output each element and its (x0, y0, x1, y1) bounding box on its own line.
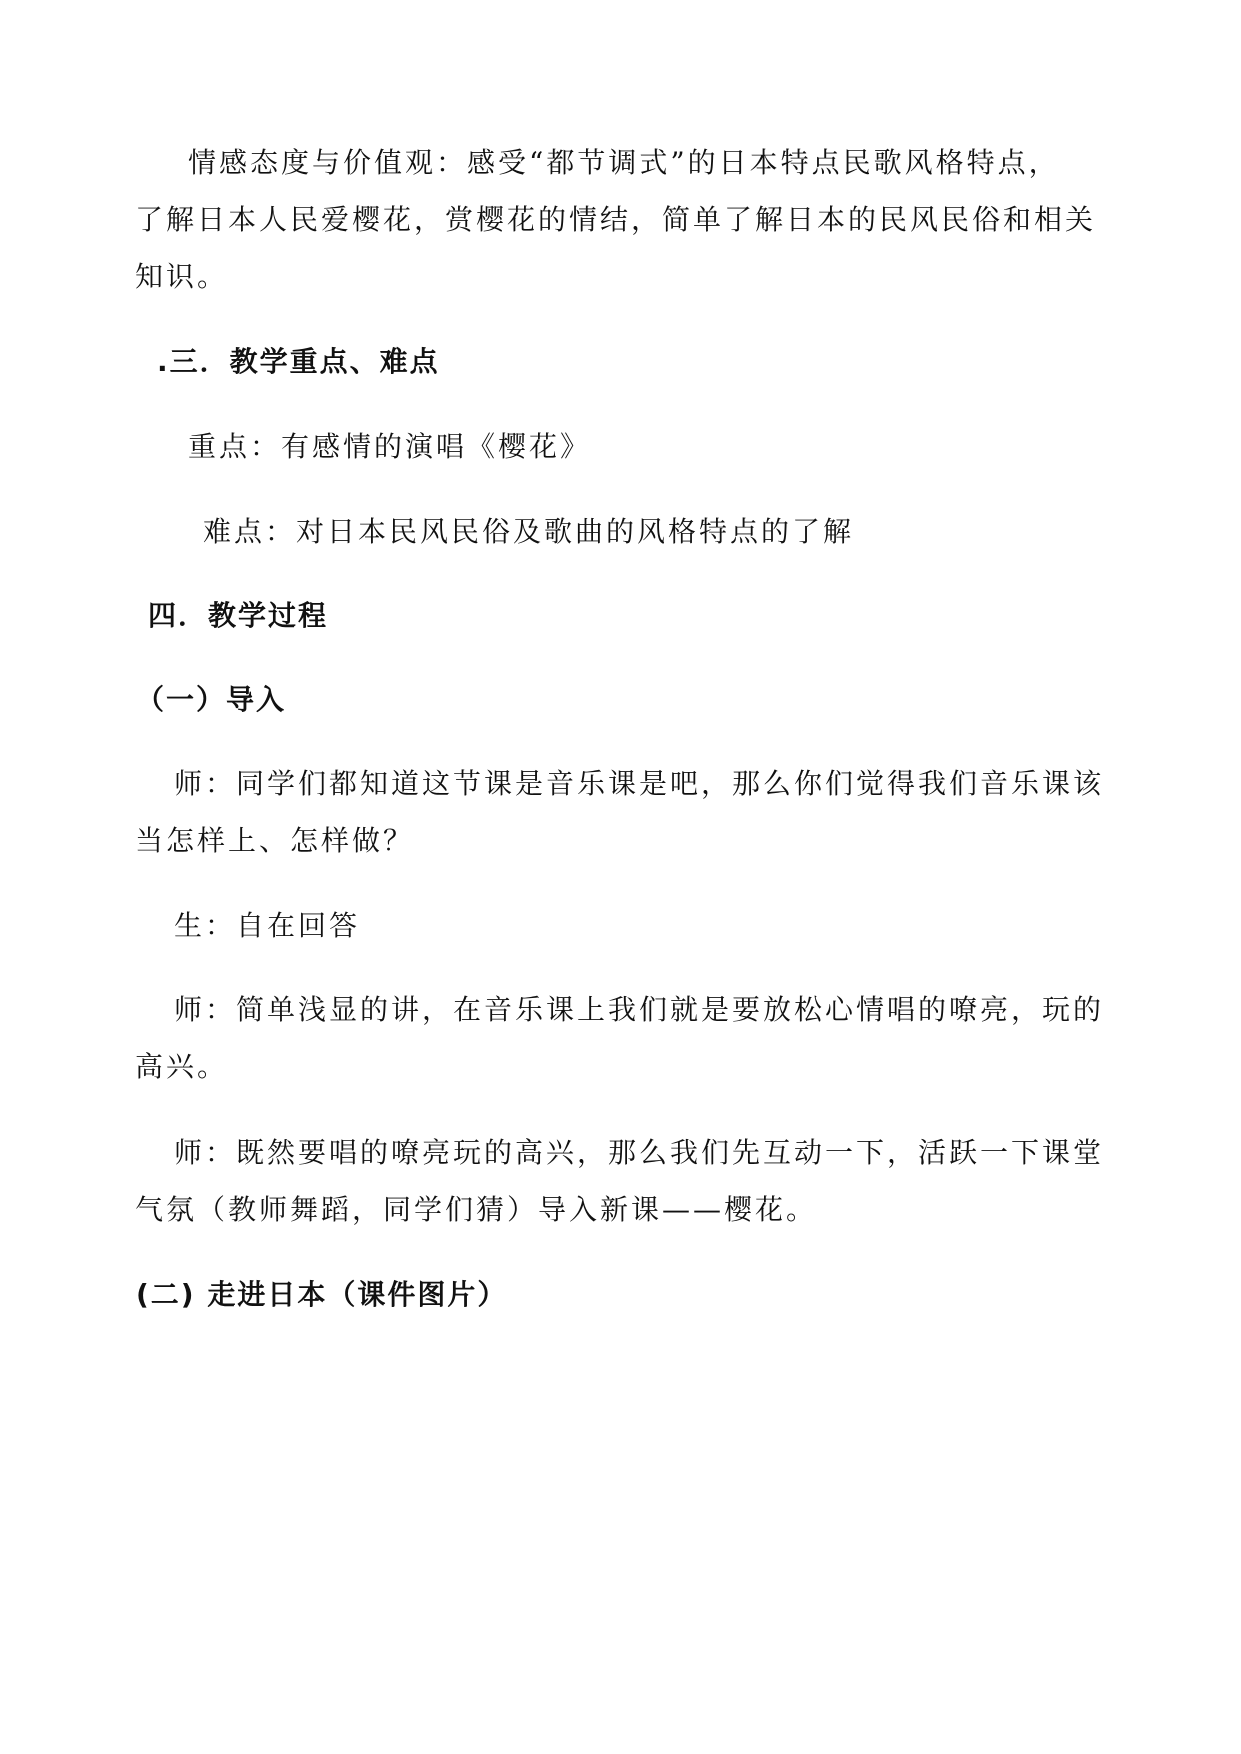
section-3-heading: .三．教学重点、难点 (157, 345, 440, 378)
section-4-heading: 四．教学过程 (148, 599, 329, 632)
intro-paragraph-3-line-2: 高兴。 (135, 1050, 229, 1083)
key-point-text: 重点：有感情的演唱《樱花》 (188, 430, 592, 463)
attitude-paragraph-line-3: 知识。 (135, 260, 229, 293)
intro-paragraph-4-line-1: 师：既然要唱的嘹亮玩的高兴，那么我们先互动一下，活跃一下课堂 (174, 1136, 1105, 1169)
attitude-paragraph-line-1: 情感态度与价值观：感受“都节调式”的日本特点民歌风格特点， (188, 146, 1060, 179)
intro-paragraph-1-line-2: 当怎样上、怎样做？ (135, 824, 415, 857)
attitude-paragraph-line-2: 了解日本人民爱樱花，赏樱花的情结，简单了解日本的民风民俗和相关 (135, 203, 1097, 236)
part-1-heading: （一）导入 (136, 683, 287, 716)
intro-paragraph-3-line-1: 师：简单浅显的讲，在音乐课上我们就是要放松心情唱的嘹亮，玩的 (174, 993, 1105, 1026)
part-2-heading: (二) 走进日本（课件图片） (136, 1278, 508, 1311)
intro-paragraph-1-line-1: 师：同学们都知道这节课是音乐课是吧，那么你们觉得我们音乐课该 (174, 767, 1105, 800)
intro-paragraph-4-line-2: 气氛（教师舞蹈，同学们猜）导入新课——樱花。 (135, 1193, 818, 1226)
student-answer-text: 生：自在回答 (174, 909, 361, 942)
difficulty-text: 难点：对日本民风民俗及歌曲的风格特点的了解 (203, 515, 855, 548)
